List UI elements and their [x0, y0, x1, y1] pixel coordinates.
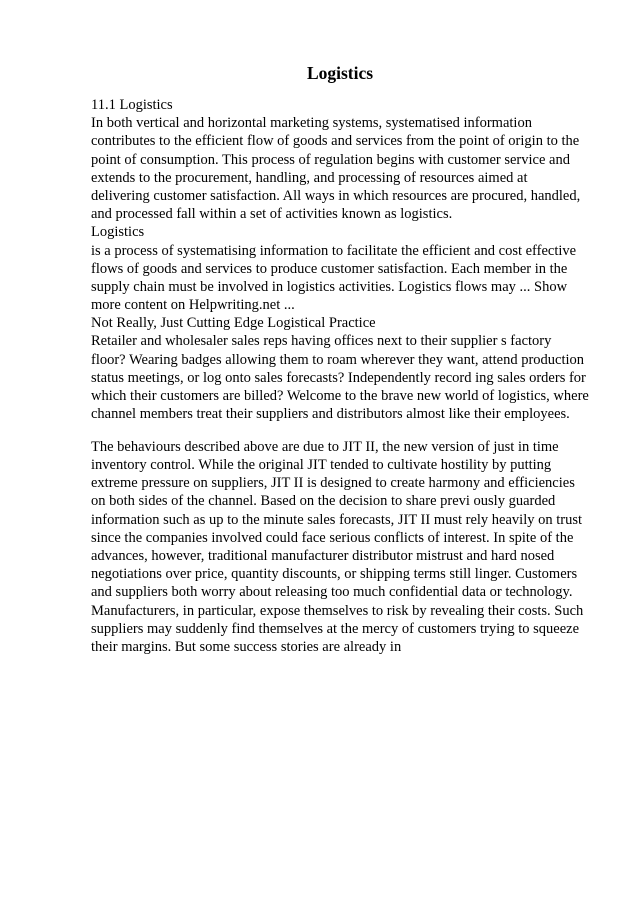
text-line: supply chain must be involved in logistics activities. Logistics flows may ... Show	[91, 278, 568, 295]
text-line: which their customers are billed? Welcome to the brave new world of logistics, where	[91, 388, 589, 404]
text-line: contributes to the efficient flow of goods and services from the point of origin to the	[91, 133, 580, 150]
text-line: suppliers may suddenly find themselves at the mercy of customers trying to squeeze	[91, 620, 580, 637]
text-line: flows of goods and services to produce customer satisfaction. Each member in the	[91, 260, 568, 277]
text-line: more content on Helpwriting.net ...	[91, 297, 295, 314]
text-line: their margins. But some success stories are already in	[91, 638, 402, 655]
text-line: extreme pressure on suppliers, JIT II is designed to create harmony and efficiencies	[91, 475, 575, 492]
text-line: The behaviours described above are due to JIT II, the new version of just in time	[91, 438, 559, 455]
text-line: since the companies involved could face serious conflicts of interest. In spite of the	[91, 529, 574, 546]
text-line: inventory control. While the original JIT tended to cultivate hostility by putting	[91, 457, 552, 474]
text-line: Logistics	[91, 224, 145, 241]
text-line: Retailer and wholesaler sales reps having offices next to their supplier s factory	[91, 333, 552, 350]
text-line: channel members treat their suppliers and distributors almost like their employees.	[91, 406, 570, 423]
paragraph-gap	[91, 423, 611, 438]
text-line: and suppliers both worry about releasing too much confidential data or technology.	[91, 584, 573, 601]
document-title: Logistics	[306, 63, 374, 83]
text-line: Manufacturers, in particular, expose themselves to risk by revealing their costs. Such	[91, 602, 584, 619]
text-line: In both vertical and horizontal marketing systems, systematised information	[91, 115, 532, 132]
text-line: floor? Wearing badges allowing them to roam wherever they want, attend production	[91, 351, 585, 368]
text-line: advances, however, traditional manufacturer distributor mistrust and hard nosed	[91, 548, 555, 564]
document-body	[91, 96, 611, 656]
text-line: is a process of systematising information to facilitate the efficient and cost effective	[91, 242, 577, 259]
text-line: and processed fall within a set of activities known as logistics.	[91, 206, 453, 223]
text-line: on both sides of the channel. Based on the decision to share previ ously guarded	[91, 493, 556, 510]
section-heading: 11.1 Logistics	[91, 97, 173, 113]
text-line: extends to the procurement, handling, and processing of resources aimed at	[91, 169, 528, 186]
section-heading: Not Really, Just Cutting Edge Logistical Practice	[91, 315, 376, 332]
text-line: delivering customer satisfaction. All ways in which resources are procured, handled,	[91, 187, 581, 204]
text-line: status meetings, or log onto sales forecasts? Independently record ing sales orders for	[91, 369, 586, 386]
text-line: information such as up to the minute sales forecasts, JIT II must rely heavily on trust	[91, 511, 583, 528]
text-line: negotiations over price, quantity discounts, or shipping terms still linger. Customers	[91, 566, 578, 583]
text-line: point of consumption. This process of regulation begins with customer service and	[91, 151, 570, 168]
